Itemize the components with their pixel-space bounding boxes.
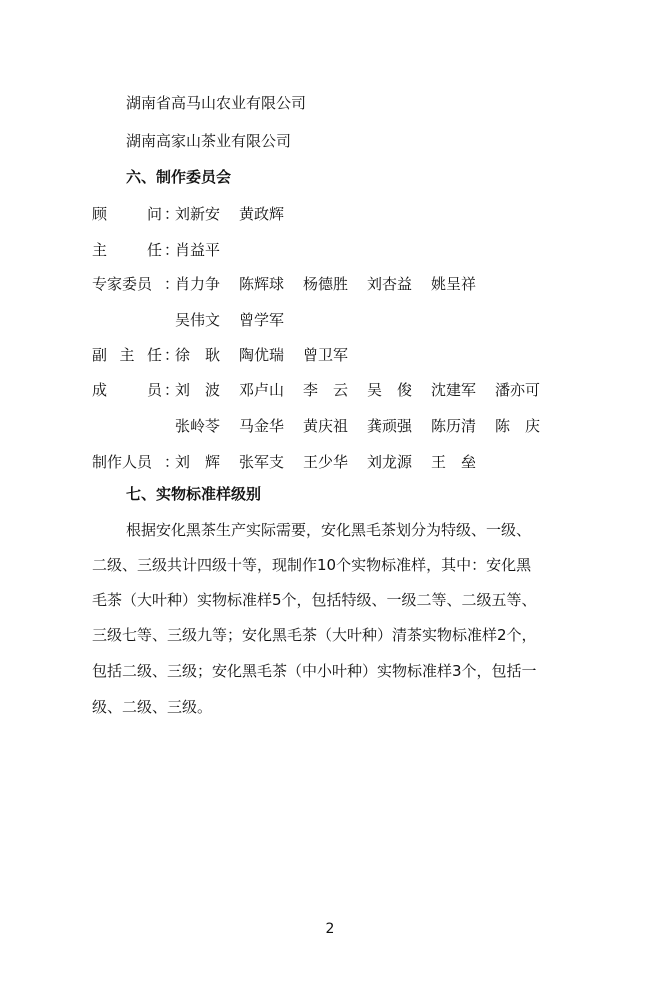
member-name: 刘 辉 <box>175 453 221 471</box>
committee-names <box>175 380 559 400</box>
committee-role: 副 主 任 <box>92 346 162 364</box>
committee-role: 制作人员 <box>92 453 153 471</box>
member-name: 陈历清 <box>431 417 477 435</box>
page-number: 2 <box>325 921 335 937</box>
paragraph-line: 二级、三级共计四级十等，现制作10个实物标准样，其中：安化黑 <box>92 556 532 574</box>
colon: ： <box>164 275 180 293</box>
member-name: 王 垒 <box>431 453 477 471</box>
member-name: 张军支 <box>239 453 285 471</box>
member-name: 王少华 <box>303 453 349 471</box>
paragraph-line: 三级七等、三级九等；安化黑毛茶（大叶种）清茶实物标准样2个， <box>92 626 537 644</box>
committee-role: 主 任 <box>92 241 162 259</box>
member-name: 邓卢山 <box>239 381 285 399</box>
committee-role: 顾 问 <box>92 205 162 223</box>
member-name: 沈建军 <box>431 381 477 399</box>
section-7-heading: 七、实物标准样级别 <box>126 485 262 503</box>
colon: ： <box>164 453 180 471</box>
member-name: 肖益平 <box>175 241 221 259</box>
paragraph-line: 级、二级、三级。 <box>92 698 213 716</box>
member-name: 吴 俊 <box>367 381 413 399</box>
colon: ： <box>164 241 180 259</box>
company-line-2: 湖南高家山茶业有限公司 <box>126 132 292 150</box>
member-name: 黄庆祖 <box>303 417 349 435</box>
colon: ： <box>164 346 180 364</box>
member-name: 肖力争 <box>175 275 221 293</box>
member-name: 刘杏益 <box>367 275 413 293</box>
committee-names <box>175 416 559 436</box>
paragraph-line: 包括二级、三级；安化黑毛茶（中小叶种）实物标准样3个，包括一 <box>92 662 537 680</box>
member-name: 曾学军 <box>239 311 285 329</box>
committee-role: 成 员 <box>92 381 162 399</box>
committee-names <box>175 452 495 472</box>
committee-names <box>175 204 303 224</box>
member-name: 潘亦可 <box>495 381 541 399</box>
member-name: 黄政辉 <box>239 205 285 223</box>
member-name: 李 云 <box>303 381 349 399</box>
member-name: 徐 耿 <box>175 346 221 364</box>
member-name: 陶优瑞 <box>239 346 285 364</box>
section-6-heading: 六、制作委员会 <box>126 168 232 186</box>
member-name: 曾卫军 <box>303 346 349 364</box>
member-name: 陈 庆 <box>495 417 541 435</box>
committee-names <box>175 274 495 294</box>
member-name: 刘 波 <box>175 381 221 399</box>
member-name: 杨德胜 <box>303 275 349 293</box>
company-line-1: 湖南省高马山农业有限公司 <box>126 94 307 112</box>
committee-names <box>175 310 303 330</box>
member-name: 刘龙源 <box>367 453 413 471</box>
committee-names <box>175 240 239 260</box>
member-name: 吴伟文 <box>175 311 221 329</box>
colon: ： <box>164 205 180 223</box>
member-name: 刘新安 <box>175 205 221 223</box>
member-name: 张岭苓 <box>175 417 221 435</box>
member-name: 姚呈祥 <box>431 275 477 293</box>
paragraph-line: 根据安化黑茶生产实际需要，安化黑毛茶划分为特级、一级、 <box>126 521 532 539</box>
committee-names <box>175 345 367 365</box>
member-name: 龚顽强 <box>367 417 413 435</box>
member-name: 陈辉球 <box>239 275 285 293</box>
paragraph-line: 毛茶（大叶种）实物标准样5个，包括特级、一级二等、二级五等、 <box>92 591 537 609</box>
member-name: 马金华 <box>239 417 285 435</box>
colon: ： <box>164 381 180 399</box>
committee-role: 专家委员 <box>92 275 153 293</box>
